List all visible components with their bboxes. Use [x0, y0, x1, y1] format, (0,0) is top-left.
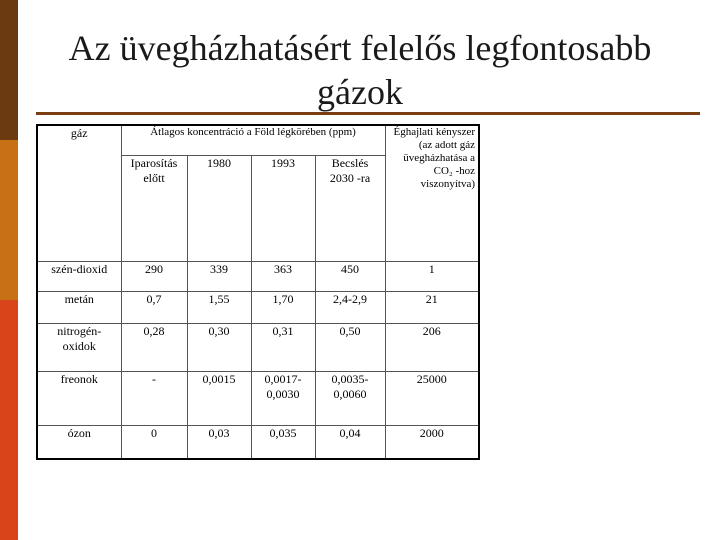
slide-title: Az üvegházhatásért felelős legfontosabb gázok	[68, 28, 652, 112]
header-climate-forcing: Éghajlati kényszer (az adott gáz üvegházhatása a CO₂ -hoz viszonyítva)	[385, 125, 479, 261]
table-cell: 0,0035-0,0060	[315, 371, 385, 425]
table-cell: 0,50	[315, 323, 385, 371]
row-gas-label: szén-dioxid	[37, 261, 121, 291]
table-cell: 363	[251, 261, 315, 291]
subheader-1980: 1980	[187, 155, 251, 261]
table-cell: -	[121, 371, 187, 425]
table-cell: 0,30	[187, 323, 251, 371]
table-cell: 0,28	[121, 323, 187, 371]
header-gas: gáz	[70, 126, 88, 140]
greenhouse-gas-table	[36, 124, 480, 460]
subheader-estimate-2030: Becslés 2030 -ra	[315, 155, 385, 261]
side-bar-segment-top	[0, 0, 18, 140]
table-cell: 0,0017-0,0030	[251, 371, 315, 425]
row-gas-label: ózon	[37, 425, 121, 459]
side-bar-segment-bottom	[0, 300, 18, 540]
table-cell: 0,0015	[187, 371, 251, 425]
table-cell: 25000	[385, 371, 479, 425]
header-average-concentration: Átlagos koncentráció a Föld légkörében (ppm)	[121, 125, 385, 155]
table-cell: 0,04	[315, 425, 385, 459]
table-cell: 2,4-2,9	[315, 291, 385, 323]
table-cell: 1,55	[187, 291, 251, 323]
row-gas-label: metán	[37, 291, 121, 323]
subheader-preindustrial: Iparosítás előtt	[121, 155, 187, 261]
subheader-1993: 1993	[251, 155, 315, 261]
table-cell: 290	[121, 261, 187, 291]
table-cell: 0	[121, 425, 187, 459]
table-cell: 339	[187, 261, 251, 291]
table-cell: 0,31	[251, 323, 315, 371]
decorative-side-bar	[0, 0, 18, 540]
table-cell: 1	[385, 261, 479, 291]
row-gas-label: freonok	[37, 371, 121, 425]
table-cell: 2000	[385, 425, 479, 459]
table-cell: 0,7	[121, 291, 187, 323]
table-cell: 0,03	[187, 425, 251, 459]
side-bar-segment-middle	[0, 140, 18, 300]
table-cell: 206	[385, 323, 479, 371]
table-cell: 450	[315, 261, 385, 291]
title-divider	[36, 112, 700, 115]
row-gas-label: nitrogén-oxidok	[37, 323, 121, 371]
table-cell: 1,70	[251, 291, 315, 323]
table-cell: 0,035	[251, 425, 315, 459]
table-cell: 21	[385, 291, 479, 323]
